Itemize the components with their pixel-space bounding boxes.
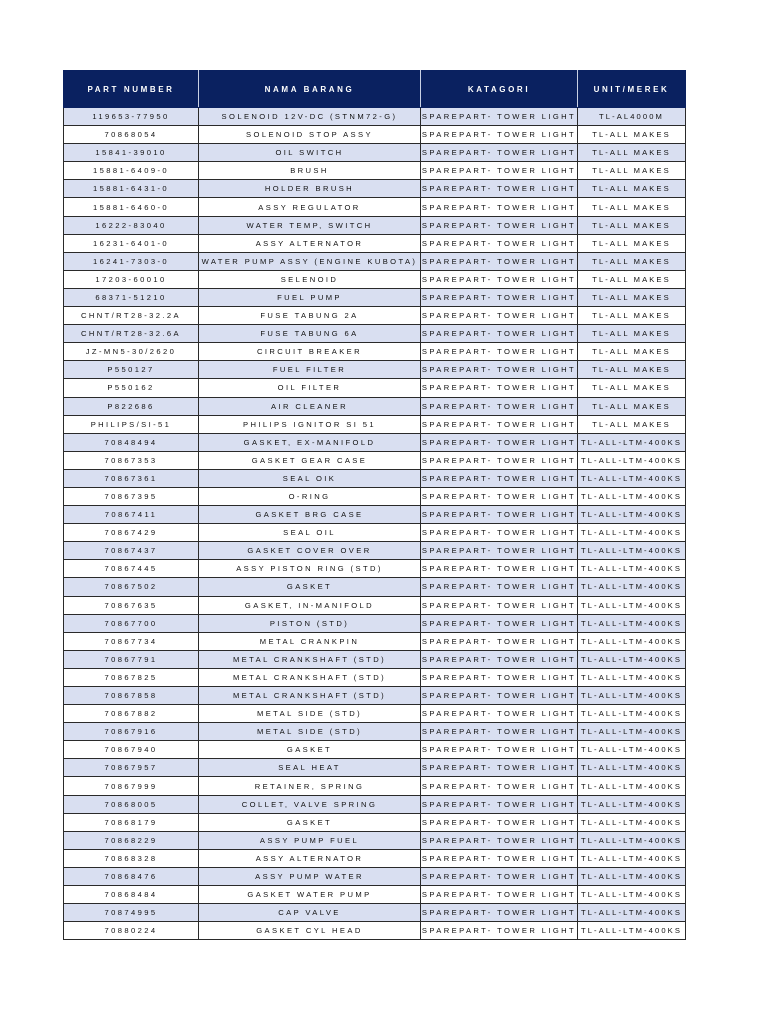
katagori-cell: SPAREPART- TOWER LIGHT bbox=[421, 415, 578, 433]
part-number-cell: 70868179 bbox=[64, 813, 199, 831]
unit-merek-cell: TL-ALL-LTM-400KS bbox=[578, 433, 686, 451]
part-number-cell: 70867437 bbox=[64, 542, 199, 560]
unit-merek-cell: TL-ALL-LTM-400KS bbox=[578, 741, 686, 759]
unit-merek-cell: TL-ALL-LTM-400KS bbox=[578, 849, 686, 867]
table-row bbox=[64, 831, 686, 849]
table-row bbox=[64, 415, 686, 433]
unit-merek-cell: TL-ALL-LTM-400KS bbox=[578, 632, 686, 650]
katagori-cell: SPAREPART- TOWER LIGHT bbox=[421, 614, 578, 632]
table-row bbox=[64, 650, 686, 668]
part-number-cell: 70868005 bbox=[64, 795, 199, 813]
katagori-cell: SPAREPART- TOWER LIGHT bbox=[421, 741, 578, 759]
table-row bbox=[64, 596, 686, 614]
part-number-cell: 70867635 bbox=[64, 596, 199, 614]
unit-merek-cell: TL-ALL MAKES bbox=[578, 144, 686, 162]
katagori-cell: SPAREPART- TOWER LIGHT bbox=[421, 596, 578, 614]
unit-merek-cell: TL-ALL-LTM-400KS bbox=[578, 451, 686, 469]
nama-barang-cell: ASSY PUMP FUEL bbox=[199, 831, 421, 849]
table-row bbox=[64, 198, 686, 216]
katagori-cell: SPAREPART- TOWER LIGHT bbox=[421, 252, 578, 270]
table-row bbox=[64, 506, 686, 524]
nama-barang-cell: SELENOID bbox=[199, 270, 421, 288]
header-katagori: KATAGORI bbox=[421, 71, 578, 108]
table-row bbox=[64, 270, 686, 288]
katagori-cell: SPAREPART- TOWER LIGHT bbox=[421, 198, 578, 216]
nama-barang-cell: FUSE TABUNG 6A bbox=[199, 325, 421, 343]
katagori-cell: SPAREPART- TOWER LIGHT bbox=[421, 162, 578, 180]
table-row bbox=[64, 144, 686, 162]
katagori-cell: SPAREPART- TOWER LIGHT bbox=[421, 849, 578, 867]
nama-barang-cell: BRUSH bbox=[199, 162, 421, 180]
katagori-cell: SPAREPART- TOWER LIGHT bbox=[421, 886, 578, 904]
nama-barang-cell: GASKET bbox=[199, 578, 421, 596]
unit-merek-cell: TL-ALL-LTM-400KS bbox=[578, 777, 686, 795]
table-row bbox=[64, 886, 686, 904]
katagori-cell: SPAREPART- TOWER LIGHT bbox=[421, 325, 578, 343]
unit-merek-cell: TL-ALL-LTM-400KS bbox=[578, 687, 686, 705]
katagori-cell: SPAREPART- TOWER LIGHT bbox=[421, 650, 578, 668]
table-row bbox=[64, 379, 686, 397]
part-number-cell: 70867353 bbox=[64, 451, 199, 469]
table-row bbox=[64, 705, 686, 723]
katagori-cell: SPAREPART- TOWER LIGHT bbox=[421, 433, 578, 451]
unit-merek-cell: TL-ALL-LTM-400KS bbox=[578, 813, 686, 831]
nama-barang-cell: ASSY ALTERNATOR bbox=[199, 849, 421, 867]
part-number-cell: 119653-77950 bbox=[64, 108, 199, 126]
katagori-cell: SPAREPART- TOWER LIGHT bbox=[421, 578, 578, 596]
katagori-cell: SPAREPART- TOWER LIGHT bbox=[421, 506, 578, 524]
part-number-cell: P550127 bbox=[64, 361, 199, 379]
nama-barang-cell: GASKET GEAR CASE bbox=[199, 451, 421, 469]
table-row bbox=[64, 795, 686, 813]
unit-merek-cell: TL-ALL-LTM-400KS bbox=[578, 578, 686, 596]
katagori-cell: SPAREPART- TOWER LIGHT bbox=[421, 542, 578, 560]
nama-barang-cell: WATER PUMP ASSY (ENGINE KUBOTA) bbox=[199, 252, 421, 270]
part-number-cell: 70868229 bbox=[64, 831, 199, 849]
katagori-cell: SPAREPART- TOWER LIGHT bbox=[421, 288, 578, 306]
header-row bbox=[64, 71, 686, 108]
unit-merek-cell: TL-ALL-LTM-400KS bbox=[578, 867, 686, 885]
katagori-cell: SPAREPART- TOWER LIGHT bbox=[421, 632, 578, 650]
katagori-cell: SPAREPART- TOWER LIGHT bbox=[421, 705, 578, 723]
unit-merek-cell: TL-ALL-LTM-400KS bbox=[578, 723, 686, 741]
katagori-cell: SPAREPART- TOWER LIGHT bbox=[421, 831, 578, 849]
katagori-cell: SPAREPART- TOWER LIGHT bbox=[421, 108, 578, 126]
katagori-cell: SPAREPART- TOWER LIGHT bbox=[421, 451, 578, 469]
nama-barang-cell: WATER TEMP, SWITCH bbox=[199, 216, 421, 234]
part-number-cell: 15881-6409-0 bbox=[64, 162, 199, 180]
nama-barang-cell: GASKET WATER PUMP bbox=[199, 886, 421, 904]
nama-barang-cell: GASKET CYL HEAD bbox=[199, 922, 421, 940]
nama-barang-cell: METAL CRANKSHAFT (STD) bbox=[199, 650, 421, 668]
unit-merek-cell: TL-ALL MAKES bbox=[578, 397, 686, 415]
nama-barang-cell: ASSY ALTERNATOR bbox=[199, 234, 421, 252]
unit-merek-cell: TL-ALL-LTM-400KS bbox=[578, 668, 686, 686]
table-row bbox=[64, 397, 686, 415]
part-number-cell: 70867916 bbox=[64, 723, 199, 741]
table-row bbox=[64, 723, 686, 741]
part-number-cell: P822686 bbox=[64, 397, 199, 415]
unit-merek-cell: TL-ALL MAKES bbox=[578, 379, 686, 397]
katagori-cell: SPAREPART- TOWER LIGHT bbox=[421, 307, 578, 325]
nama-barang-cell: SOLENOID 12V-DC (STNM72-G) bbox=[199, 108, 421, 126]
nama-barang-cell: COLLET, VALVE SPRING bbox=[199, 795, 421, 813]
part-number-cell: 70867700 bbox=[64, 614, 199, 632]
katagori-cell: SPAREPART- TOWER LIGHT bbox=[421, 361, 578, 379]
table-row bbox=[64, 813, 686, 831]
table-row bbox=[64, 759, 686, 777]
part-number-cell: 70867957 bbox=[64, 759, 199, 777]
unit-merek-cell: TL-ALL MAKES bbox=[578, 307, 686, 325]
unit-merek-cell: TL-ALL-LTM-400KS bbox=[578, 705, 686, 723]
nama-barang-cell: GASKET, IN-MANIFOLD bbox=[199, 596, 421, 614]
nama-barang-cell: SEAL HEAT bbox=[199, 759, 421, 777]
nama-barang-cell: SOLENOID STOP ASSY bbox=[199, 126, 421, 144]
table-row bbox=[64, 234, 686, 252]
part-number-cell: CHNT/RT28-32.2A bbox=[64, 307, 199, 325]
nama-barang-cell: FUEL FILTER bbox=[199, 361, 421, 379]
nama-barang-cell: PISTON (STD) bbox=[199, 614, 421, 632]
part-number-cell: 70867825 bbox=[64, 668, 199, 686]
table-row bbox=[64, 252, 686, 270]
part-number-cell: 70868328 bbox=[64, 849, 199, 867]
unit-merek-cell: TL-ALL-LTM-400KS bbox=[578, 560, 686, 578]
unit-merek-cell: TL-ALL-LTM-400KS bbox=[578, 487, 686, 505]
unit-merek-cell: TL-ALL-LTM-400KS bbox=[578, 506, 686, 524]
table-row bbox=[64, 487, 686, 505]
nama-barang-cell: GASKET, EX-MANIFOLD bbox=[199, 433, 421, 451]
nama-barang-cell: ASSY REGULATOR bbox=[199, 198, 421, 216]
katagori-cell: SPAREPART- TOWER LIGHT bbox=[421, 777, 578, 795]
nama-barang-cell: METAL SIDE (STD) bbox=[199, 705, 421, 723]
table-row bbox=[64, 307, 686, 325]
katagori-cell: SPAREPART- TOWER LIGHT bbox=[421, 687, 578, 705]
nama-barang-cell: METAL CRANKSHAFT (STD) bbox=[199, 687, 421, 705]
unit-merek-cell: TL-ALL-LTM-400KS bbox=[578, 886, 686, 904]
part-number-cell: 70874995 bbox=[64, 904, 199, 922]
katagori-cell: SPAREPART- TOWER LIGHT bbox=[421, 487, 578, 505]
nama-barang-cell: ASSY PUMP WATER bbox=[199, 867, 421, 885]
part-number-cell: 70867999 bbox=[64, 777, 199, 795]
unit-merek-cell: TL-ALL-LTM-400KS bbox=[578, 650, 686, 668]
unit-merek-cell: TL-ALL MAKES bbox=[578, 234, 686, 252]
nama-barang-cell: HOLDER BRUSH bbox=[199, 180, 421, 198]
nama-barang-cell: CIRCUIT BREAKER bbox=[199, 343, 421, 361]
parts-sheet bbox=[63, 70, 686, 940]
part-number-cell: JZ-MN5-30/2620 bbox=[64, 343, 199, 361]
katagori-cell: SPAREPART- TOWER LIGHT bbox=[421, 904, 578, 922]
table-row bbox=[64, 904, 686, 922]
nama-barang-cell: SEAL OIK bbox=[199, 469, 421, 487]
unit-merek-cell: TL-ALL-LTM-400KS bbox=[578, 542, 686, 560]
table-row bbox=[64, 343, 686, 361]
unit-merek-cell: TL-AL4000M bbox=[578, 108, 686, 126]
part-number-cell: 70868476 bbox=[64, 867, 199, 885]
unit-merek-cell: TL-ALL-LTM-400KS bbox=[578, 596, 686, 614]
table-row bbox=[64, 614, 686, 632]
nama-barang-cell: OIL FILTER bbox=[199, 379, 421, 397]
katagori-cell: SPAREPART- TOWER LIGHT bbox=[421, 813, 578, 831]
header-nama-barang: NAMA BARANG bbox=[199, 71, 421, 108]
nama-barang-cell: PHILIPS IGNITOR SI 51 bbox=[199, 415, 421, 433]
table-row bbox=[64, 433, 686, 451]
part-number-cell: PHILIPS/SI-51 bbox=[64, 415, 199, 433]
nama-barang-cell: GASKET bbox=[199, 741, 421, 759]
part-number-cell: 15841-39010 bbox=[64, 144, 199, 162]
table-row bbox=[64, 777, 686, 795]
katagori-cell: SPAREPART- TOWER LIGHT bbox=[421, 144, 578, 162]
table-row bbox=[64, 361, 686, 379]
nama-barang-cell: RETAINER, SPRING bbox=[199, 777, 421, 795]
part-number-cell: 70867940 bbox=[64, 741, 199, 759]
part-number-cell: CHNT/RT28-32.6A bbox=[64, 325, 199, 343]
unit-merek-cell: TL-ALL MAKES bbox=[578, 126, 686, 144]
table-row bbox=[64, 451, 686, 469]
table-row bbox=[64, 560, 686, 578]
nama-barang-cell: GASKET bbox=[199, 813, 421, 831]
part-number-cell: 70867361 bbox=[64, 469, 199, 487]
nama-barang-cell: METAL SIDE (STD) bbox=[199, 723, 421, 741]
katagori-cell: SPAREPART- TOWER LIGHT bbox=[421, 867, 578, 885]
table-row bbox=[64, 922, 686, 940]
table-row bbox=[64, 216, 686, 234]
table-row bbox=[64, 162, 686, 180]
part-number-cell: 16241-7303-0 bbox=[64, 252, 199, 270]
unit-merek-cell: TL-ALL-LTM-400KS bbox=[578, 524, 686, 542]
nama-barang-cell: GASKET BRG CASE bbox=[199, 506, 421, 524]
katagori-cell: SPAREPART- TOWER LIGHT bbox=[421, 560, 578, 578]
table-row bbox=[64, 632, 686, 650]
katagori-cell: SPAREPART- TOWER LIGHT bbox=[421, 524, 578, 542]
unit-merek-cell: TL-ALL-LTM-400KS bbox=[578, 831, 686, 849]
katagori-cell: SPAREPART- TOWER LIGHT bbox=[421, 343, 578, 361]
unit-merek-cell: TL-ALL-LTM-400KS bbox=[578, 922, 686, 940]
table-body bbox=[64, 108, 686, 940]
unit-merek-cell: TL-ALL-LTM-400KS bbox=[578, 904, 686, 922]
table-row bbox=[64, 542, 686, 560]
table-row bbox=[64, 126, 686, 144]
katagori-cell: SPAREPART- TOWER LIGHT bbox=[421, 469, 578, 487]
nama-barang-cell: SEAL OIL bbox=[199, 524, 421, 542]
nama-barang-cell: METAL CRANKSHAFT (STD) bbox=[199, 668, 421, 686]
table-row bbox=[64, 668, 686, 686]
part-number-cell: 70867502 bbox=[64, 578, 199, 596]
katagori-cell: SPAREPART- TOWER LIGHT bbox=[421, 234, 578, 252]
table-row bbox=[64, 849, 686, 867]
part-number-cell: 70880224 bbox=[64, 922, 199, 940]
katagori-cell: SPAREPART- TOWER LIGHT bbox=[421, 126, 578, 144]
table-row bbox=[64, 578, 686, 596]
part-number-cell: P550162 bbox=[64, 379, 199, 397]
part-number-cell: 15881-6431-0 bbox=[64, 180, 199, 198]
part-number-cell: 16222-83040 bbox=[64, 216, 199, 234]
katagori-cell: SPAREPART- TOWER LIGHT bbox=[421, 922, 578, 940]
part-number-cell: 70867858 bbox=[64, 687, 199, 705]
nama-barang-cell: FUSE TABUNG 2A bbox=[199, 307, 421, 325]
table-row bbox=[64, 524, 686, 542]
katagori-cell: SPAREPART- TOWER LIGHT bbox=[421, 270, 578, 288]
katagori-cell: SPAREPART- TOWER LIGHT bbox=[421, 397, 578, 415]
nama-barang-cell: O-RING bbox=[199, 487, 421, 505]
unit-merek-cell: TL-ALL MAKES bbox=[578, 198, 686, 216]
nama-barang-cell: ASSY PISTON RING (STD) bbox=[199, 560, 421, 578]
unit-merek-cell: TL-ALL MAKES bbox=[578, 270, 686, 288]
header-part-number: PART NUMBER bbox=[64, 71, 199, 108]
katagori-cell: SPAREPART- TOWER LIGHT bbox=[421, 759, 578, 777]
part-number-cell: 16231-6401-0 bbox=[64, 234, 199, 252]
part-number-cell: 70868054 bbox=[64, 126, 199, 144]
katagori-cell: SPAREPART- TOWER LIGHT bbox=[421, 723, 578, 741]
table-row bbox=[64, 108, 686, 126]
part-number-cell: 15881-6460-0 bbox=[64, 198, 199, 216]
part-number-cell: 70867791 bbox=[64, 650, 199, 668]
unit-merek-cell: TL-ALL MAKES bbox=[578, 180, 686, 198]
table-row bbox=[64, 687, 686, 705]
part-number-cell: 70867429 bbox=[64, 524, 199, 542]
header-unit-merek: UNIT/MEREK bbox=[578, 71, 686, 108]
unit-merek-cell: TL-ALL-LTM-400KS bbox=[578, 614, 686, 632]
katagori-cell: SPAREPART- TOWER LIGHT bbox=[421, 216, 578, 234]
table-header bbox=[64, 71, 686, 108]
katagori-cell: SPAREPART- TOWER LIGHT bbox=[421, 795, 578, 813]
table-row bbox=[64, 741, 686, 759]
nama-barang-cell: METAL CRANKPIN bbox=[199, 632, 421, 650]
unit-merek-cell: TL-ALL-LTM-400KS bbox=[578, 759, 686, 777]
unit-merek-cell: TL-ALL MAKES bbox=[578, 343, 686, 361]
table-row bbox=[64, 288, 686, 306]
katagori-cell: SPAREPART- TOWER LIGHT bbox=[421, 668, 578, 686]
table-row bbox=[64, 867, 686, 885]
nama-barang-cell: AIR CLEANER bbox=[199, 397, 421, 415]
parts-table bbox=[63, 70, 686, 940]
nama-barang-cell: FUEL PUMP bbox=[199, 288, 421, 306]
part-number-cell: 17203-60010 bbox=[64, 270, 199, 288]
unit-merek-cell: TL-ALL MAKES bbox=[578, 252, 686, 270]
part-number-cell: 70867882 bbox=[64, 705, 199, 723]
part-number-cell: 70848494 bbox=[64, 433, 199, 451]
part-number-cell: 70867395 bbox=[64, 487, 199, 505]
part-number-cell: 70867734 bbox=[64, 632, 199, 650]
unit-merek-cell: TL-ALL-LTM-400KS bbox=[578, 795, 686, 813]
unit-merek-cell: TL-ALL MAKES bbox=[578, 216, 686, 234]
nama-barang-cell: GASKET COVER OVER bbox=[199, 542, 421, 560]
unit-merek-cell: TL-ALL MAKES bbox=[578, 415, 686, 433]
part-number-cell: 70868484 bbox=[64, 886, 199, 904]
unit-merek-cell: TL-ALL MAKES bbox=[578, 162, 686, 180]
unit-merek-cell: TL-ALL MAKES bbox=[578, 288, 686, 306]
table-row bbox=[64, 180, 686, 198]
unit-merek-cell: TL-ALL-LTM-400KS bbox=[578, 469, 686, 487]
table-row bbox=[64, 469, 686, 487]
nama-barang-cell: CAP VALVE bbox=[199, 904, 421, 922]
katagori-cell: SPAREPART- TOWER LIGHT bbox=[421, 379, 578, 397]
katagori-cell: SPAREPART- TOWER LIGHT bbox=[421, 180, 578, 198]
part-number-cell: 68371-51210 bbox=[64, 288, 199, 306]
part-number-cell: 70867445 bbox=[64, 560, 199, 578]
table-row bbox=[64, 325, 686, 343]
nama-barang-cell: OIL SWITCH bbox=[199, 144, 421, 162]
unit-merek-cell: TL-ALL MAKES bbox=[578, 361, 686, 379]
unit-merek-cell: TL-ALL MAKES bbox=[578, 325, 686, 343]
part-number-cell: 70867411 bbox=[64, 506, 199, 524]
